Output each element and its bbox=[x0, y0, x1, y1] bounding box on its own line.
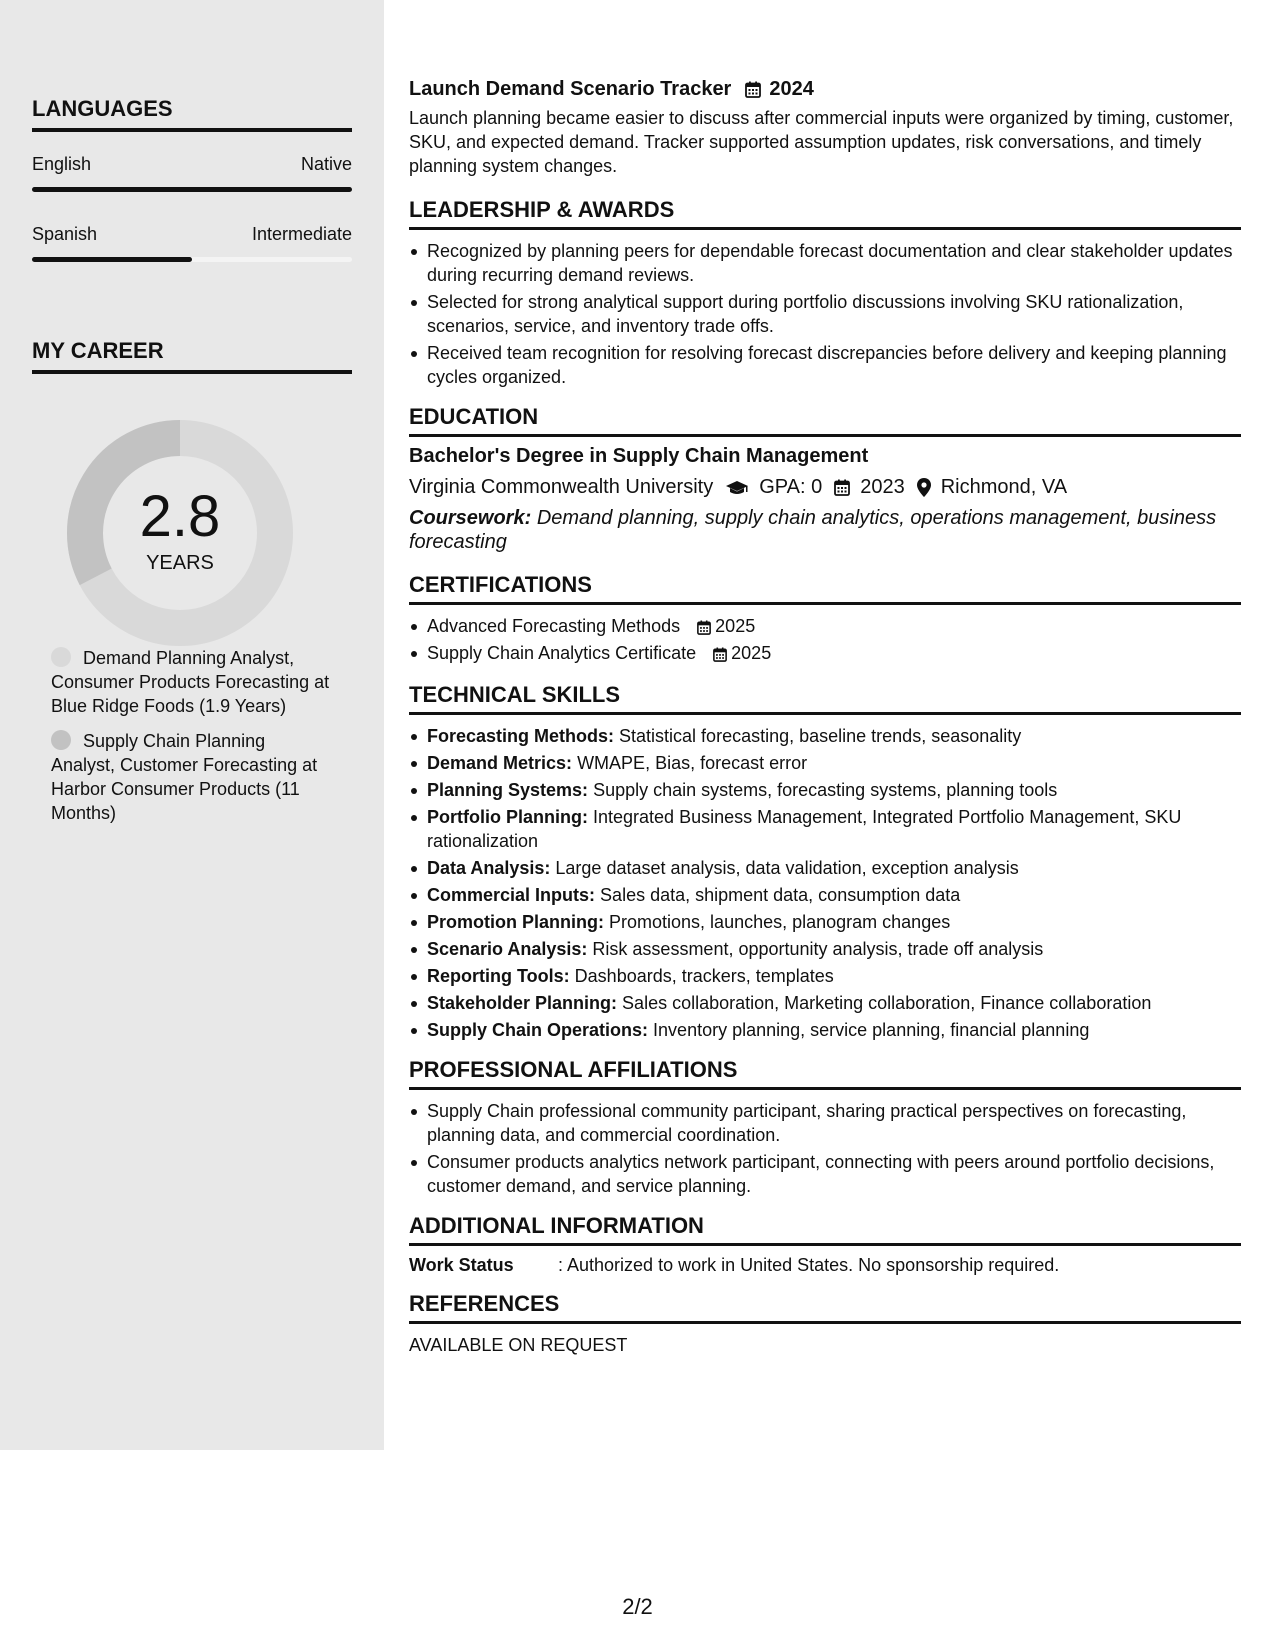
skill-value: Supply chain systems, forecasting systems, planning tools bbox=[593, 780, 1058, 800]
project-description: Launch planning became easier to discuss after commercial inputs were organized by timing, customer, SKU, and expected demand. Tracker supported assumption updates, risk conversations, and timely planning system changes. bbox=[409, 108, 1234, 176]
language-proficiency-bar bbox=[32, 187, 352, 192]
skill-value: Statistical forecasting, baseline trends, seasonality bbox=[619, 726, 1022, 746]
career-item-text: Demand Planning Analyst, Consumer Products Forecasting at Blue Ridge Foods (1.9 Years) bbox=[51, 648, 330, 716]
skill-value: Sales data, shipment data, consumption data bbox=[600, 885, 961, 905]
language-proficiency-fill bbox=[32, 257, 192, 262]
coursework-label: Coursework: bbox=[409, 507, 532, 529]
skill-value: Promotions, launches, planogram changes bbox=[609, 912, 951, 932]
skill-label: Data Analysis: bbox=[427, 858, 551, 878]
skill-item bbox=[409, 856, 1241, 880]
project-header bbox=[409, 78, 1241, 101]
career-title: MY CAREER bbox=[32, 338, 352, 374]
main-content bbox=[409, 78, 1241, 1356]
skill-value: Inventory planning, service planning, financial planning bbox=[653, 1020, 1090, 1040]
career-years-value: 2.8 bbox=[139, 483, 221, 549]
list-item: Recognized by planning peers for dependable forecast documentation and clear stakeholder updates during recurring demand reviews. bbox=[409, 239, 1241, 287]
career-item bbox=[51, 729, 331, 825]
references-title: REFERENCES bbox=[409, 1291, 1241, 1324]
work-status-label: Work Status bbox=[409, 1255, 514, 1275]
skill-item bbox=[409, 724, 1241, 748]
language-item bbox=[32, 224, 352, 262]
coursework-text: Demand planning, supply chain analytics, operations management, business forecasting bbox=[409, 507, 1217, 553]
language-name: Spanish bbox=[32, 224, 98, 244]
education-location: Richmond, VA bbox=[940, 476, 1068, 498]
education-school: Virginia Commonwealth University bbox=[409, 476, 714, 498]
list-item: Received team recognition for resolving forecast discrepancies before delivery and keeping planning cycles organized. bbox=[409, 341, 1241, 389]
skill-item bbox=[409, 1018, 1241, 1042]
education-gpa: GPA: 0 bbox=[759, 476, 823, 498]
language-item bbox=[32, 154, 352, 192]
certification-year: 2025 bbox=[715, 616, 756, 636]
calendar-icon bbox=[697, 620, 711, 635]
skill-item bbox=[409, 751, 1241, 775]
skill-value: Dashboards, trackers, templates bbox=[574, 966, 834, 986]
certifications-title: CERTIFICATIONS bbox=[409, 572, 1241, 605]
career-years-unit: YEARS bbox=[146, 551, 214, 574]
project-title: Launch Demand Scenario Tracker bbox=[409, 78, 732, 100]
education-year: 2023 bbox=[860, 476, 905, 498]
language-level: Native bbox=[300, 154, 352, 174]
language-level: Intermediate bbox=[251, 224, 352, 244]
calendar-icon bbox=[713, 647, 727, 662]
career-dot bbox=[51, 647, 71, 667]
career-donut bbox=[67, 420, 293, 646]
skill-label: Reporting Tools: bbox=[427, 966, 570, 986]
additional-info-title: ADDITIONAL INFORMATION bbox=[409, 1213, 1241, 1246]
work-status-value: : Authorized to work in United States. No sponsorship required. bbox=[558, 1255, 1060, 1275]
skill-label: Supply Chain Operations: bbox=[427, 1020, 649, 1040]
language-proficiency-fill bbox=[32, 187, 352, 192]
skill-label: Stakeholder Planning: bbox=[427, 993, 618, 1013]
skill-item bbox=[409, 964, 1241, 988]
calendar-icon bbox=[745, 81, 761, 98]
affiliations-list bbox=[409, 1099, 1241, 1198]
education-title: EDUCATION bbox=[409, 404, 1241, 437]
language-name: English bbox=[32, 154, 92, 174]
certifications-list bbox=[409, 614, 1241, 665]
skill-item bbox=[409, 937, 1241, 961]
career-item-text: Supply Chain Planning Analyst, Customer Forecasting at Harbor Consumer Products (11 Months) bbox=[51, 731, 318, 823]
skill-value: Sales collaboration, Marketing collaboration, Finance collaboration bbox=[622, 993, 1152, 1013]
certification-item bbox=[409, 614, 1241, 638]
project-year: 2024 bbox=[769, 78, 814, 100]
skills-list bbox=[409, 724, 1241, 1042]
skill-label: Forecasting Methods: bbox=[427, 726, 615, 746]
skill-value: Risk assessment, opportunity analysis, trade off analysis bbox=[592, 939, 1044, 959]
languages-title: LANGUAGES bbox=[32, 96, 352, 132]
sidebar bbox=[0, 0, 384, 1450]
skill-value: WMAPE, Bias, forecast error bbox=[577, 753, 808, 773]
skills-title: TECHNICAL SKILLS bbox=[409, 682, 1241, 715]
skill-label: Scenario Analysis: bbox=[427, 939, 588, 959]
education-coursework bbox=[409, 506, 1241, 554]
skill-label: Demand Metrics: bbox=[427, 753, 573, 773]
skill-label: Planning Systems: bbox=[427, 780, 589, 800]
certification-item bbox=[409, 641, 1241, 665]
language-proficiency-bar bbox=[32, 257, 352, 262]
list-item: Consumer products analytics network participant, connecting with peers around portfolio decisions, customer demand, and service planning. bbox=[409, 1150, 1241, 1198]
map-pin-icon bbox=[917, 478, 931, 497]
work-status-row bbox=[409, 1255, 1241, 1276]
graduation-cap-icon bbox=[725, 480, 749, 496]
leadership-title: LEADERSHIP & AWARDS bbox=[409, 197, 1241, 230]
skill-label: Commercial Inputs: bbox=[427, 885, 596, 905]
skill-label: Promotion Planning: bbox=[427, 912, 604, 932]
certification-name: Advanced Forecasting Methods bbox=[427, 616, 681, 636]
skill-value: Integrated Business Management, Integrated Portfolio Management, SKU rationalization bbox=[427, 807, 1182, 851]
page-number: 2/2 bbox=[622, 1594, 653, 1619]
career-item bbox=[51, 646, 331, 718]
career-dot bbox=[51, 730, 71, 750]
skill-item bbox=[409, 778, 1241, 802]
education-degree: Bachelor's Degree in Supply Chain Management bbox=[409, 445, 869, 467]
leadership-list bbox=[409, 239, 1241, 389]
affiliations-title: PROFESSIONAL AFFILIATIONS bbox=[409, 1057, 1241, 1090]
skill-value: Large dataset analysis, data validation, exception analysis bbox=[555, 858, 1019, 878]
certification-year: 2025 bbox=[731, 643, 772, 663]
list-item: Selected for strong analytical support during portfolio discussions involving SKU rationalization, scenarios, service, and inventory trade offs. bbox=[409, 290, 1241, 338]
skill-item bbox=[409, 910, 1241, 934]
education-details bbox=[409, 476, 1241, 499]
references-text: AVAILABLE ON REQUEST bbox=[409, 1335, 628, 1355]
skill-item bbox=[409, 991, 1241, 1015]
skill-item bbox=[409, 883, 1241, 907]
calendar-icon bbox=[834, 479, 850, 496]
list-item: Supply Chain professional community participant, sharing practical perspectives on forecasting, planning data, and commercial coordination. bbox=[409, 1099, 1241, 1147]
certification-name: Supply Chain Analytics Certificate bbox=[427, 643, 697, 663]
skill-label: Portfolio Planning: bbox=[427, 807, 588, 827]
skill-item bbox=[409, 805, 1241, 853]
